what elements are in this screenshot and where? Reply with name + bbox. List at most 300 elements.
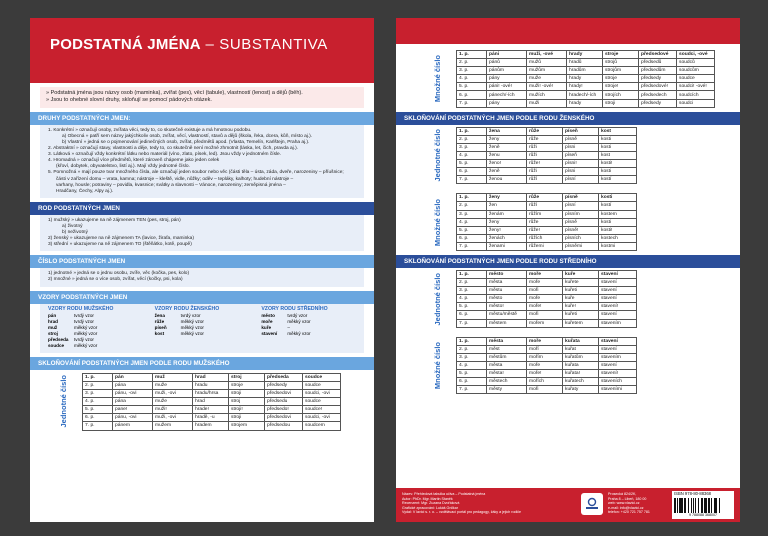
table-row xyxy=(457,270,637,278)
druhy-line: 2. Abstraktní » označují stavy, vlastnosti a děje, tedy to, co skutečně není možné zhmotnit (láska, let, čich, pravda aj.). xyxy=(48,146,299,152)
form-cell: soudci xyxy=(677,99,715,107)
form-cell: předsedy xyxy=(639,75,677,83)
form-cell: předsedovi xyxy=(265,414,303,422)
fem-pl-label-text: Množné číslo xyxy=(433,198,442,246)
form-cell: písní xyxy=(563,176,599,184)
footer xyxy=(396,488,740,522)
case-cell: 1. p. xyxy=(457,127,487,135)
table-row xyxy=(457,176,637,184)
form-cell: páni! -ové! xyxy=(487,83,527,91)
case-cell: 5. p. xyxy=(457,160,487,168)
form-cell: moři xyxy=(527,287,563,295)
vzor-row xyxy=(155,331,252,337)
vzor-word: město xyxy=(261,313,275,319)
form-cell: růžím xyxy=(527,210,563,218)
table-row xyxy=(457,202,637,210)
masc-pl-block xyxy=(424,50,740,108)
cislo-heading: ČÍSLO PODSTATNÝCH JMEN xyxy=(30,255,374,268)
form-cell: píseň xyxy=(563,127,599,135)
form-cell: kosti! xyxy=(599,160,637,168)
intro-line: » Jsou to ohebné slovní druhy, skloňují se pomocí pádových otázek. xyxy=(46,97,212,104)
form-cell: stroji! xyxy=(229,406,265,414)
form-cell: kostí xyxy=(599,202,637,210)
form-cell: soudcem xyxy=(303,422,341,430)
vzor-word: žena xyxy=(154,313,165,319)
form-cell: pány xyxy=(487,99,527,107)
form-cell: stroji xyxy=(229,390,265,398)
form-cell: růží xyxy=(527,176,563,184)
masc-sg-label xyxy=(50,373,78,431)
masc-sg-block xyxy=(50,373,374,431)
form-cell: mořem xyxy=(527,319,563,327)
druhy-line: varhany, housle; potraviny – povidla, kvasnice; svátky a slavnosti – Vánoce, narozeniny; zeměpisná jména – xyxy=(56,182,286,188)
form-cell: kuřeti xyxy=(563,311,599,319)
form-cell: růžích xyxy=(527,234,563,242)
title-bold: PODSTATNÁ JMÉNA xyxy=(50,36,201,53)
form-cell: písně xyxy=(563,194,599,202)
form-cell: písni! xyxy=(563,160,599,168)
case-cell: 4. p. xyxy=(83,398,113,406)
form-cell: stroje xyxy=(229,381,265,389)
form-cell: soudcům xyxy=(677,67,715,75)
case-cell: 6. p. xyxy=(457,378,487,386)
form-cell: stroj xyxy=(229,373,265,381)
form-cell: pánu, -ovi xyxy=(113,414,153,422)
form-cell: hrady! xyxy=(567,83,603,91)
form-cell: stavení xyxy=(599,311,637,319)
form-cell: stavení! xyxy=(599,303,637,311)
form-cell: ženami xyxy=(487,242,527,250)
vzor-type: měkký vzor xyxy=(180,331,204,337)
form-cell: hrad xyxy=(193,398,229,406)
form-cell: kostmi xyxy=(599,242,637,250)
footer-line: Recenzent: Mgr. Zuzana Dvořáková xyxy=(402,501,460,506)
vzor-word: kuře xyxy=(261,325,272,331)
form-cell: kuřaty xyxy=(563,386,599,394)
case-cell: 7. p. xyxy=(457,242,487,250)
neut-sg-label xyxy=(424,270,452,328)
form-cell: mužích xyxy=(527,91,567,99)
case-cell: 7. p. xyxy=(457,176,487,184)
title-bar xyxy=(30,18,374,74)
table-row xyxy=(457,59,715,67)
form-cell: stavení xyxy=(599,361,637,369)
vzor-type: tvrdý vzor xyxy=(74,313,94,319)
druhy-line: a) Obecná » patří sem názvy jakýchkoliv osob, zvířat, věcí, vlastností, stavů a dějů (škola, řeka, dcera, kůň, místo aj.). xyxy=(62,133,313,139)
form-cell: stavení xyxy=(599,287,637,295)
form-cell: soudce xyxy=(303,373,341,381)
form-cell: růže! xyxy=(527,160,563,168)
form-cell: kuřatech xyxy=(563,378,599,386)
table-row xyxy=(457,303,637,311)
neut-pl-table xyxy=(456,337,637,395)
table-row xyxy=(457,370,637,378)
neut-heading: SKLOŇOVÁNÍ PODSTATNÝCH JMEN PODLE RODU STŘEDNÍHO xyxy=(396,255,740,268)
form-cell: soudce xyxy=(303,381,341,389)
case-cell: 3. p. xyxy=(457,210,487,218)
table-row xyxy=(457,279,637,287)
form-cell: růži xyxy=(527,151,563,159)
neut-sg-label-text: Jednotné číslo xyxy=(433,272,442,326)
form-cell: pány xyxy=(487,75,527,83)
form-cell: muže xyxy=(153,381,193,389)
form-cell: kuřata xyxy=(563,361,599,369)
table-row xyxy=(457,160,637,168)
case-cell: 6. p. xyxy=(457,234,487,242)
table-row xyxy=(457,143,637,151)
footer-line: Vydal: V lavici s. r. o. – vzdělávací portál pro pedagogy, žáky a jejich rodiče xyxy=(402,510,522,515)
form-cell: kosti xyxy=(599,218,637,226)
form-cell: mužem xyxy=(153,422,193,430)
table-row xyxy=(83,381,341,389)
case-cell: 3. p. xyxy=(457,353,487,361)
form-cell: městu xyxy=(487,287,527,295)
case-cell: 2. p. xyxy=(457,345,487,353)
cislo-panel xyxy=(40,268,364,286)
table-row xyxy=(457,386,637,394)
vzor-type: měkký vzor xyxy=(74,325,98,331)
table-row xyxy=(83,422,341,430)
form-cell: stavením xyxy=(599,353,637,361)
form-cell: ženy xyxy=(487,135,527,143)
table-row xyxy=(457,319,637,327)
table-row xyxy=(83,390,341,398)
form-cell: pána xyxy=(113,398,153,406)
case-cell: 1. p. xyxy=(457,337,487,345)
vzor-word: stroj xyxy=(48,331,58,337)
druhy-line: 5. Pomnožná » mají pouze tvar množného čísla, ale označují jeden soubor nebo věc (části těla – ústa, záda, dveře, narozeniny – příušnice; xyxy=(48,170,344,176)
title-stripe xyxy=(30,74,374,83)
form-cell: hradech/-ích xyxy=(567,91,603,99)
form-cell: písních xyxy=(563,234,599,242)
barcode-icon xyxy=(674,498,732,513)
vzor-word: hrad xyxy=(48,319,58,325)
form-cell: stroji xyxy=(603,99,639,107)
form-cell: pánech/-ích xyxy=(487,91,527,99)
form-cell: stroj xyxy=(229,398,265,406)
form-cell: pánu, -ovi xyxy=(113,390,153,398)
form-cell: moře xyxy=(527,295,563,303)
form-cell: předsedům xyxy=(639,67,677,75)
fem-sg-table xyxy=(456,127,637,185)
table-row xyxy=(457,75,715,83)
vzory-column-neuter xyxy=(261,307,358,349)
vzor-type: tvrdý vzor xyxy=(287,313,308,319)
form-cell: města xyxy=(487,337,527,345)
form-cell: předsedové xyxy=(639,51,677,59)
form-cell: hrad xyxy=(193,373,229,381)
table-row xyxy=(457,67,715,75)
table-row xyxy=(457,226,637,234)
form-cell: muž xyxy=(153,373,193,381)
case-cell: 6. p. xyxy=(457,168,487,176)
form-cell: soudců xyxy=(677,59,715,67)
form-cell: hradů xyxy=(567,59,603,67)
isbn-text: ISBN 978-80-88368 xyxy=(674,491,712,496)
form-cell: růžemi xyxy=(527,242,563,250)
masc-sg-table xyxy=(82,373,341,431)
form-cell: kostem xyxy=(599,210,637,218)
form-cell: hradům xyxy=(567,67,603,75)
form-cell: muži, -ové xyxy=(527,51,567,59)
table-row xyxy=(457,99,715,107)
table-row xyxy=(457,194,637,202)
vzory-column-title: VZORY RODU MUŽSKÉHO xyxy=(48,305,114,312)
form-cell: městu/městě xyxy=(487,311,527,319)
vzor-word: stavení xyxy=(261,331,278,337)
form-cell: mořích xyxy=(527,378,563,386)
vzory-column-title: VZORY RODU STŘEDNÍHO xyxy=(261,305,328,312)
form-cell: soudce! xyxy=(303,406,341,414)
title-rest: – SUBSTANTIVA xyxy=(200,36,328,53)
table-row xyxy=(457,234,637,242)
druhy-panel xyxy=(40,125,364,198)
form-cell: růže! xyxy=(527,226,563,234)
intro-line: » Podstatná jména jsou názvy osob (maminka), zvířat (pes), věcí (tabule), vlastností (lenost) a dějů (běh). xyxy=(46,90,303,96)
form-cell: moře xyxy=(527,337,563,345)
form-cell: moří xyxy=(527,345,563,353)
case-cell: 2. p. xyxy=(83,381,113,389)
form-cell: pánů xyxy=(487,59,527,67)
form-cell: růží xyxy=(527,202,563,210)
table-row xyxy=(457,242,637,250)
table-row xyxy=(457,91,715,99)
form-cell: předsedech xyxy=(639,91,677,99)
footer-line: telefon: +420 721 757 781 xyxy=(608,510,650,515)
form-cell: strojů xyxy=(603,59,639,67)
case-cell: 6. p. xyxy=(83,414,113,422)
form-cell: město xyxy=(487,270,527,278)
form-cell: hradě, -u xyxy=(193,414,229,422)
rod-panel xyxy=(40,215,364,251)
form-cell: kuřata! xyxy=(563,370,599,378)
case-cell: 1. p. xyxy=(457,51,487,59)
form-cell: předsedy xyxy=(639,99,677,107)
druhy-line: části v zařízení domu – vrata, kamna; nástroje – kleště, vidle, nůžky; oděv – tepláky, kalhoty; hudební nástroje – xyxy=(56,176,294,182)
vzor-type: tvrdý vzor xyxy=(180,313,201,319)
vzor-type: měkký vzor xyxy=(74,331,98,337)
form-cell: muži, -ovi xyxy=(153,414,193,422)
form-cell: písni xyxy=(563,168,599,176)
rod-line: 2) ženský » ukazujeme na ně zájmenem TA (lavice, žirafa, maminka) xyxy=(48,236,194,242)
form-cell: moři xyxy=(527,386,563,394)
vzor-word: růže xyxy=(154,319,165,325)
form-cell: růže xyxy=(527,194,563,202)
case-cell: 2. p. xyxy=(457,135,487,143)
fem-pl-block xyxy=(424,193,740,251)
case-cell: 2. p. xyxy=(457,59,487,67)
table-row xyxy=(457,151,637,159)
rod-line: b) neživotný xyxy=(62,230,88,236)
form-cell: předsedovi xyxy=(265,390,303,398)
form-cell: předsedou xyxy=(265,422,303,430)
vzor-type: – xyxy=(287,325,290,331)
form-cell: moře xyxy=(527,279,563,287)
form-cell: strojích xyxy=(603,91,639,99)
case-cell: 4. p. xyxy=(457,151,487,159)
vzor-word: kost xyxy=(154,331,165,337)
case-cell: 1. p. xyxy=(83,373,113,381)
form-cell: písně! xyxy=(563,226,599,234)
neut-pl-block xyxy=(424,337,740,395)
form-cell: města! xyxy=(487,370,527,378)
form-cell: ženě xyxy=(487,143,527,151)
form-cell: písněmi xyxy=(563,242,599,250)
druhy-heading: DRUHY PODSTATNÝCH JMEN: xyxy=(30,112,374,125)
vzor-row xyxy=(261,331,358,337)
form-cell: kosti xyxy=(599,143,637,151)
fem-sg-label-text: Jednotné číslo xyxy=(433,129,442,182)
footer-line: Autor: PhDr. Mgr. Martin Staněk xyxy=(402,496,453,501)
vzory-heading: VZORY PODSTATNÝCH JMEN xyxy=(30,291,374,304)
case-cell: 5. p. xyxy=(457,83,487,91)
vzory-column-feminine xyxy=(155,307,252,349)
form-cell: města xyxy=(487,279,527,287)
form-cell: písní xyxy=(563,202,599,210)
case-cell: 7. p. xyxy=(457,99,487,107)
form-cell: soudci, -ovi xyxy=(303,390,341,398)
form-cell: pána xyxy=(113,381,153,389)
form-cell: růže xyxy=(527,127,563,135)
form-cell: městy xyxy=(487,386,527,394)
case-cell: 7. p. xyxy=(457,319,487,327)
form-cell: moře xyxy=(527,270,563,278)
vzor-type: měkký vzor xyxy=(287,331,311,337)
form-cell: mužům xyxy=(527,67,567,75)
form-cell: soudci! -ové! xyxy=(677,83,715,91)
form-cell: městech xyxy=(487,378,527,386)
druhy-line: (křoví, dobytek, obyvatelstvo, listí aj.). Mají vždy jednotné číslo. xyxy=(56,164,190,170)
form-cell: růže xyxy=(527,218,563,226)
cislo-line: 1) jednotné » jedná se o jednu osobu, zvíře, věc (kočka, pes, kolo) xyxy=(48,271,190,277)
vzor-row xyxy=(48,343,145,349)
form-cell: stavením xyxy=(599,319,637,327)
case-cell: 6. p. xyxy=(457,91,487,99)
intro-box xyxy=(40,87,364,108)
form-cell: kuřetem xyxy=(563,319,599,327)
neut-sg-table xyxy=(456,270,637,328)
table-row xyxy=(457,51,715,59)
form-cell: město xyxy=(487,295,527,303)
rod-heading: ROD PODSTATNÝCH JMEN xyxy=(30,202,374,215)
form-cell: kuře xyxy=(563,295,599,303)
table-row xyxy=(457,337,637,345)
footer-line: e-mail: info@vlavici.cz xyxy=(608,505,644,510)
rod-line: 3) střední » ukazujeme na ně zájmenem TO (štěňátko, kotě, poupě) xyxy=(48,242,192,248)
form-cell: stroje xyxy=(603,51,639,59)
form-cell: kuřat xyxy=(563,345,599,353)
form-cell: kostech xyxy=(599,234,637,242)
form-cell: ženou xyxy=(487,176,527,184)
form-cell: moře xyxy=(527,361,563,369)
form-cell: předsedů xyxy=(639,59,677,67)
footer-line: Grafické zpracování: Lukáš Gnilkar xyxy=(402,505,458,510)
form-cell: růži xyxy=(527,143,563,151)
fem-sg-label xyxy=(424,127,452,185)
publisher-logo-icon xyxy=(581,493,603,515)
form-cell: ženy xyxy=(487,218,527,226)
form-cell: soudci, -ovi xyxy=(303,414,341,422)
table-row xyxy=(457,353,637,361)
druhy-line: 3. Látková » označují vždy konkrétní látku nebo materiál (víno, zlato, písek, led). Jsou vždy v jednotném čísle. xyxy=(48,152,282,158)
form-cell: soudci, -ové xyxy=(677,51,715,59)
case-cell: 2. p. xyxy=(457,279,487,287)
form-cell: soudcích xyxy=(677,91,715,99)
form-cell: muži xyxy=(527,99,567,107)
form-cell: hrady xyxy=(567,99,603,107)
table-row xyxy=(457,378,637,386)
form-cell: muži, -ovi xyxy=(153,390,193,398)
barcode-number: 9 788088 368007 xyxy=(689,512,717,517)
isbn-box xyxy=(672,491,734,519)
form-cell: ženy xyxy=(487,194,527,202)
form-cell: ženám xyxy=(487,210,527,218)
footer-line: Prosecká 824/2K, xyxy=(608,492,637,496)
form-cell: městem xyxy=(487,319,527,327)
case-cell: 5. p. xyxy=(457,303,487,311)
form-cell: kuře xyxy=(563,270,599,278)
form-cell: kosti! xyxy=(599,226,637,234)
table-row xyxy=(83,398,341,406)
form-cell: růži xyxy=(527,168,563,176)
form-cell: staveních xyxy=(599,378,637,386)
table-row xyxy=(457,135,637,143)
case-cell: 4. p. xyxy=(457,218,487,226)
form-cell: kuřatům xyxy=(563,353,599,361)
fem-sg-block xyxy=(424,127,740,185)
masc-heading: SKLOŇOVÁNÍ PODSTATNÝCH JMEN PODLE RODU MUŽSKÉHO xyxy=(30,357,374,370)
form-cell: muži! xyxy=(153,406,193,414)
form-cell: stavení xyxy=(599,337,637,345)
vzor-word: moře xyxy=(261,319,273,325)
fem-pl-table xyxy=(456,193,637,251)
form-cell: kuřata xyxy=(563,337,599,345)
form-cell: hrade! xyxy=(193,406,229,414)
footer-line: Praha 8 – Libeň, 180 00 xyxy=(608,496,647,501)
fem-pl-label xyxy=(424,193,452,251)
form-cell: kost xyxy=(599,127,637,135)
table-row xyxy=(83,406,341,414)
table-row xyxy=(457,168,637,176)
form-cell: kostí xyxy=(599,176,637,184)
form-cell: pán xyxy=(113,373,153,381)
form-cell: hradu xyxy=(193,381,229,389)
vzor-type: měkký vzor xyxy=(180,319,204,325)
case-cell: 3. p. xyxy=(457,143,487,151)
form-cell: soudce xyxy=(677,75,715,83)
vzor-type: měkký vzor xyxy=(74,342,98,348)
form-cell: páni xyxy=(487,51,527,59)
vzory-panel xyxy=(40,304,364,353)
case-cell: 3. p. xyxy=(83,390,113,398)
form-cell: hradem xyxy=(193,422,229,430)
footer-line: Název: Přehledová tabulka učiva – Podstatná jména xyxy=(402,492,486,496)
case-cell: 4. p. xyxy=(457,361,487,369)
vzor-word: pán xyxy=(48,313,57,319)
form-cell: muži! -ové! xyxy=(527,83,567,91)
form-cell: mořím xyxy=(527,353,563,361)
case-cell: 7. p. xyxy=(83,422,113,430)
fem-heading: SKLOŇOVÁNÍ PODSTATNÝCH JMEN PODLE RODU ŽENSKÉHO xyxy=(396,112,740,125)
form-cell: předsedové! xyxy=(639,83,677,91)
case-cell: 1. p. xyxy=(457,270,487,278)
case-cell: 1. p. xyxy=(457,194,487,202)
form-cell: ženu xyxy=(487,151,527,159)
case-cell: 4. p. xyxy=(457,75,487,83)
form-cell: kuřeti xyxy=(563,287,599,295)
neut-pl-label-text: Množné číslo xyxy=(433,341,442,389)
form-cell: soudce xyxy=(303,398,341,406)
